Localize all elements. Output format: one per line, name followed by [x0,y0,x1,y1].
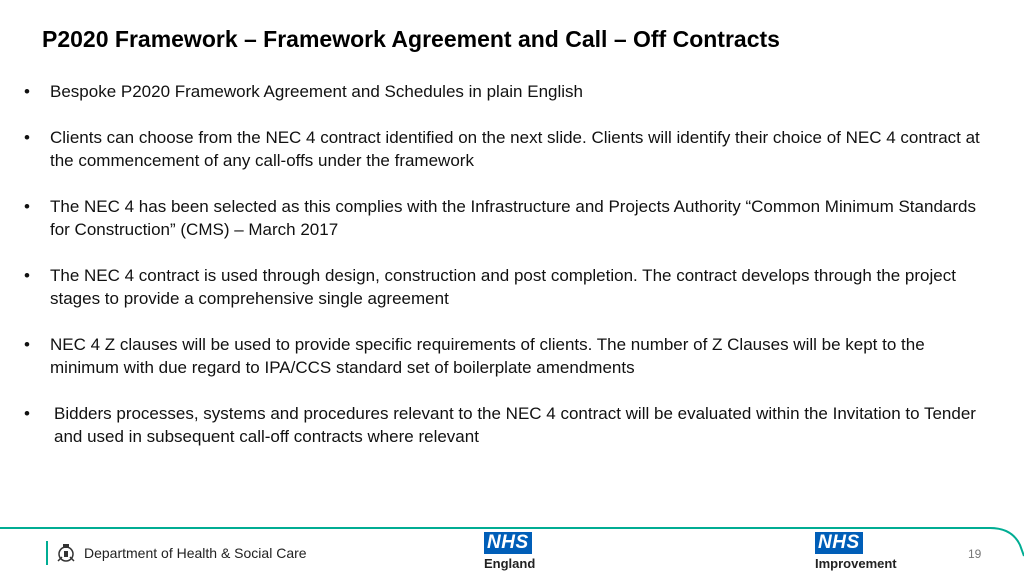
bullet-text: Bespoke P2020 Framework Agreement and Schedules in plain English [50,82,583,101]
bullet-text: Bidders processes, systems and procedures relevant to the NEC 4 contract will be evaluated within the Invitation to Tender and used in subsequent call-off contracts where relevant [54,404,976,446]
bullet-icon: • [24,404,30,423]
nhs-england-label: England [484,556,536,571]
bullet-icon: • [24,128,30,147]
nhs-mark: NHS [815,532,863,554]
nhs-england-logo [484,532,535,571]
nhs-improvement-logo [815,532,897,571]
bullet-text: The NEC 4 has been selected as this complies with the Infrastructure and Projects Authority “Common Minimum Standards for Construction” (CMS) – March 2017 [50,197,976,239]
bullet-icon: • [24,266,30,285]
logo-divider [46,541,48,565]
royal-crest-icon [54,541,78,565]
bullet-text: The NEC 4 contract is used through design, construction and post completion. The contract develops through the project stages to provide a comprehensive single agreement [50,266,956,308]
bullet-text: NEC 4 Z clauses will be used to provide specific requirements of clients. The number of Z Clauses will be kept to the minimum with due regard to IPA/CCS standard set of boilerplate amendments [50,335,925,377]
bullet-text: Clients can choose from the NEC 4 contract identified on the next slide. Clients will identify their choice of NEC 4 contract at the commencement of any call-offs under the framework [50,128,980,170]
dhsc-name: Department of Health & Social Care [84,545,307,561]
bullet-icon: • [24,82,30,101]
bullet-icon: • [24,335,30,354]
nhs-mark: NHS [484,532,532,554]
dhsc-logo [46,540,307,566]
slide-title: P2020 Framework – Framework Agreement and Call – Off Contracts [42,26,780,52]
nhs-improvement-label: Improvement [815,556,897,571]
bullet-icon: • [24,197,30,216]
page-number: 19 [968,547,982,561]
